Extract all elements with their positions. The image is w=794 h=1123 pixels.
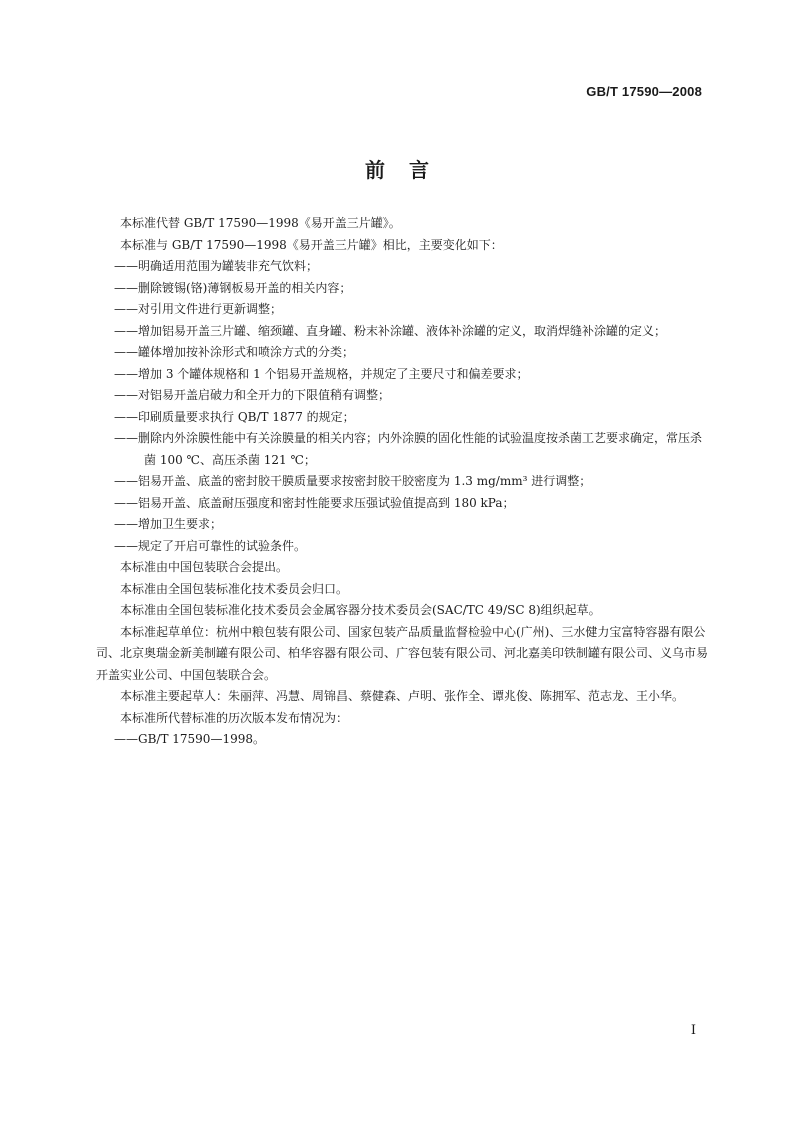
change-item: ——铝易开盖、底盖的密封胶干膜质量要求按密封胶干胶密度为 1.3 mg/mm³ 进行调整； [114,474,592,488]
paragraph-organizer: 本标准由全国包装标准化技术委员会金属容器分技术委员会(SAC/TC 49/SC 8)组织起草。 [120,603,601,617]
paragraph-drafters: 本标准主要起草人：朱丽萍、冯慧、周锦昌、蔡健森、卢明、张作全、谭兆俊、陈拥军、范志龙、王小华。 [120,689,685,703]
foreword-body [96,213,710,751]
page-title: 前言 [365,158,453,182]
change-item: ——增加卫生要求； [114,517,223,531]
paragraph-drafting-units: 本标准起草单位：杭州中粮包装有限公司、国家包装产品质量监督检验中心(广州)、三水健力宝富特容器有限公司、北京奥瑞金新美制罐有限公司、柏华容器有限公司、广容包装有限公司、河北嘉美印铁制罐有限公司、义乌市易开盖实业公司、中国包装联合会。 [96,624,709,682]
paragraph-changes-intro: 本标准与 GB/T 17590—1998《易开盖三片罐》相比，主要变化如下： [120,237,503,252]
change-item: ——增加铝易开盖三片罐、缩颈罐、直身罐、粉末补涂罐、液体补涂罐的定义，取消焊缝补涂罐的定义； [114,323,667,338]
paragraph-previous-versions: 本标准所代替标准的历次版本发布情况为： [120,710,349,725]
paragraph-administrator: 本标准由全国包装标准化技术委员会归口。 [120,581,349,596]
change-item: ——对铝易开盖启破力和全开力的下限值稍有调整； [114,388,391,402]
paragraph-proposer: 本标准由中国包装联合会提出。 [120,560,289,574]
change-item: ——印刷质量要求执行 QB/T 1877 的规定； [114,409,355,424]
change-item: ——铝易开盖、底盖耐压强度和密封性能要求压强试验值提高到 180 kPa； [114,495,515,510]
paragraph-replaces: 本标准代替 GB/T 17590—1998《易开盖三片罐》。 [120,216,401,230]
standard-code: GB/T 17590—2008 [586,84,702,99]
change-item: ——对引用文件进行更新调整； [114,302,283,316]
change-item: ——删除内外涂膜性能中有关涂膜量的相关内容；内外涂膜的固化性能的试验温度按杀菌工艺要求确定，常压杀菌 100 ℃、高压杀菌 121 ℃； [114,431,703,467]
page-number: I [690,1023,696,1038]
change-item: ——增加 3 个罐体规格和 1 个铝易开盖规格，并规定了主要尺寸和偏差要求； [114,366,529,381]
change-item: ——明确适用范围为罐装非充气饮料； [114,259,319,273]
previous-version-item: ——GB/T 17590—1998。 [114,732,265,746]
change-item: ——罐体增加按补涂形式和喷涂方式的分类； [114,345,355,359]
change-item: ——规定了开启可靠性的试验条件。 [114,538,307,553]
change-item: ——删除镀锡(铬)薄钢板易开盖的相关内容； [114,280,352,295]
